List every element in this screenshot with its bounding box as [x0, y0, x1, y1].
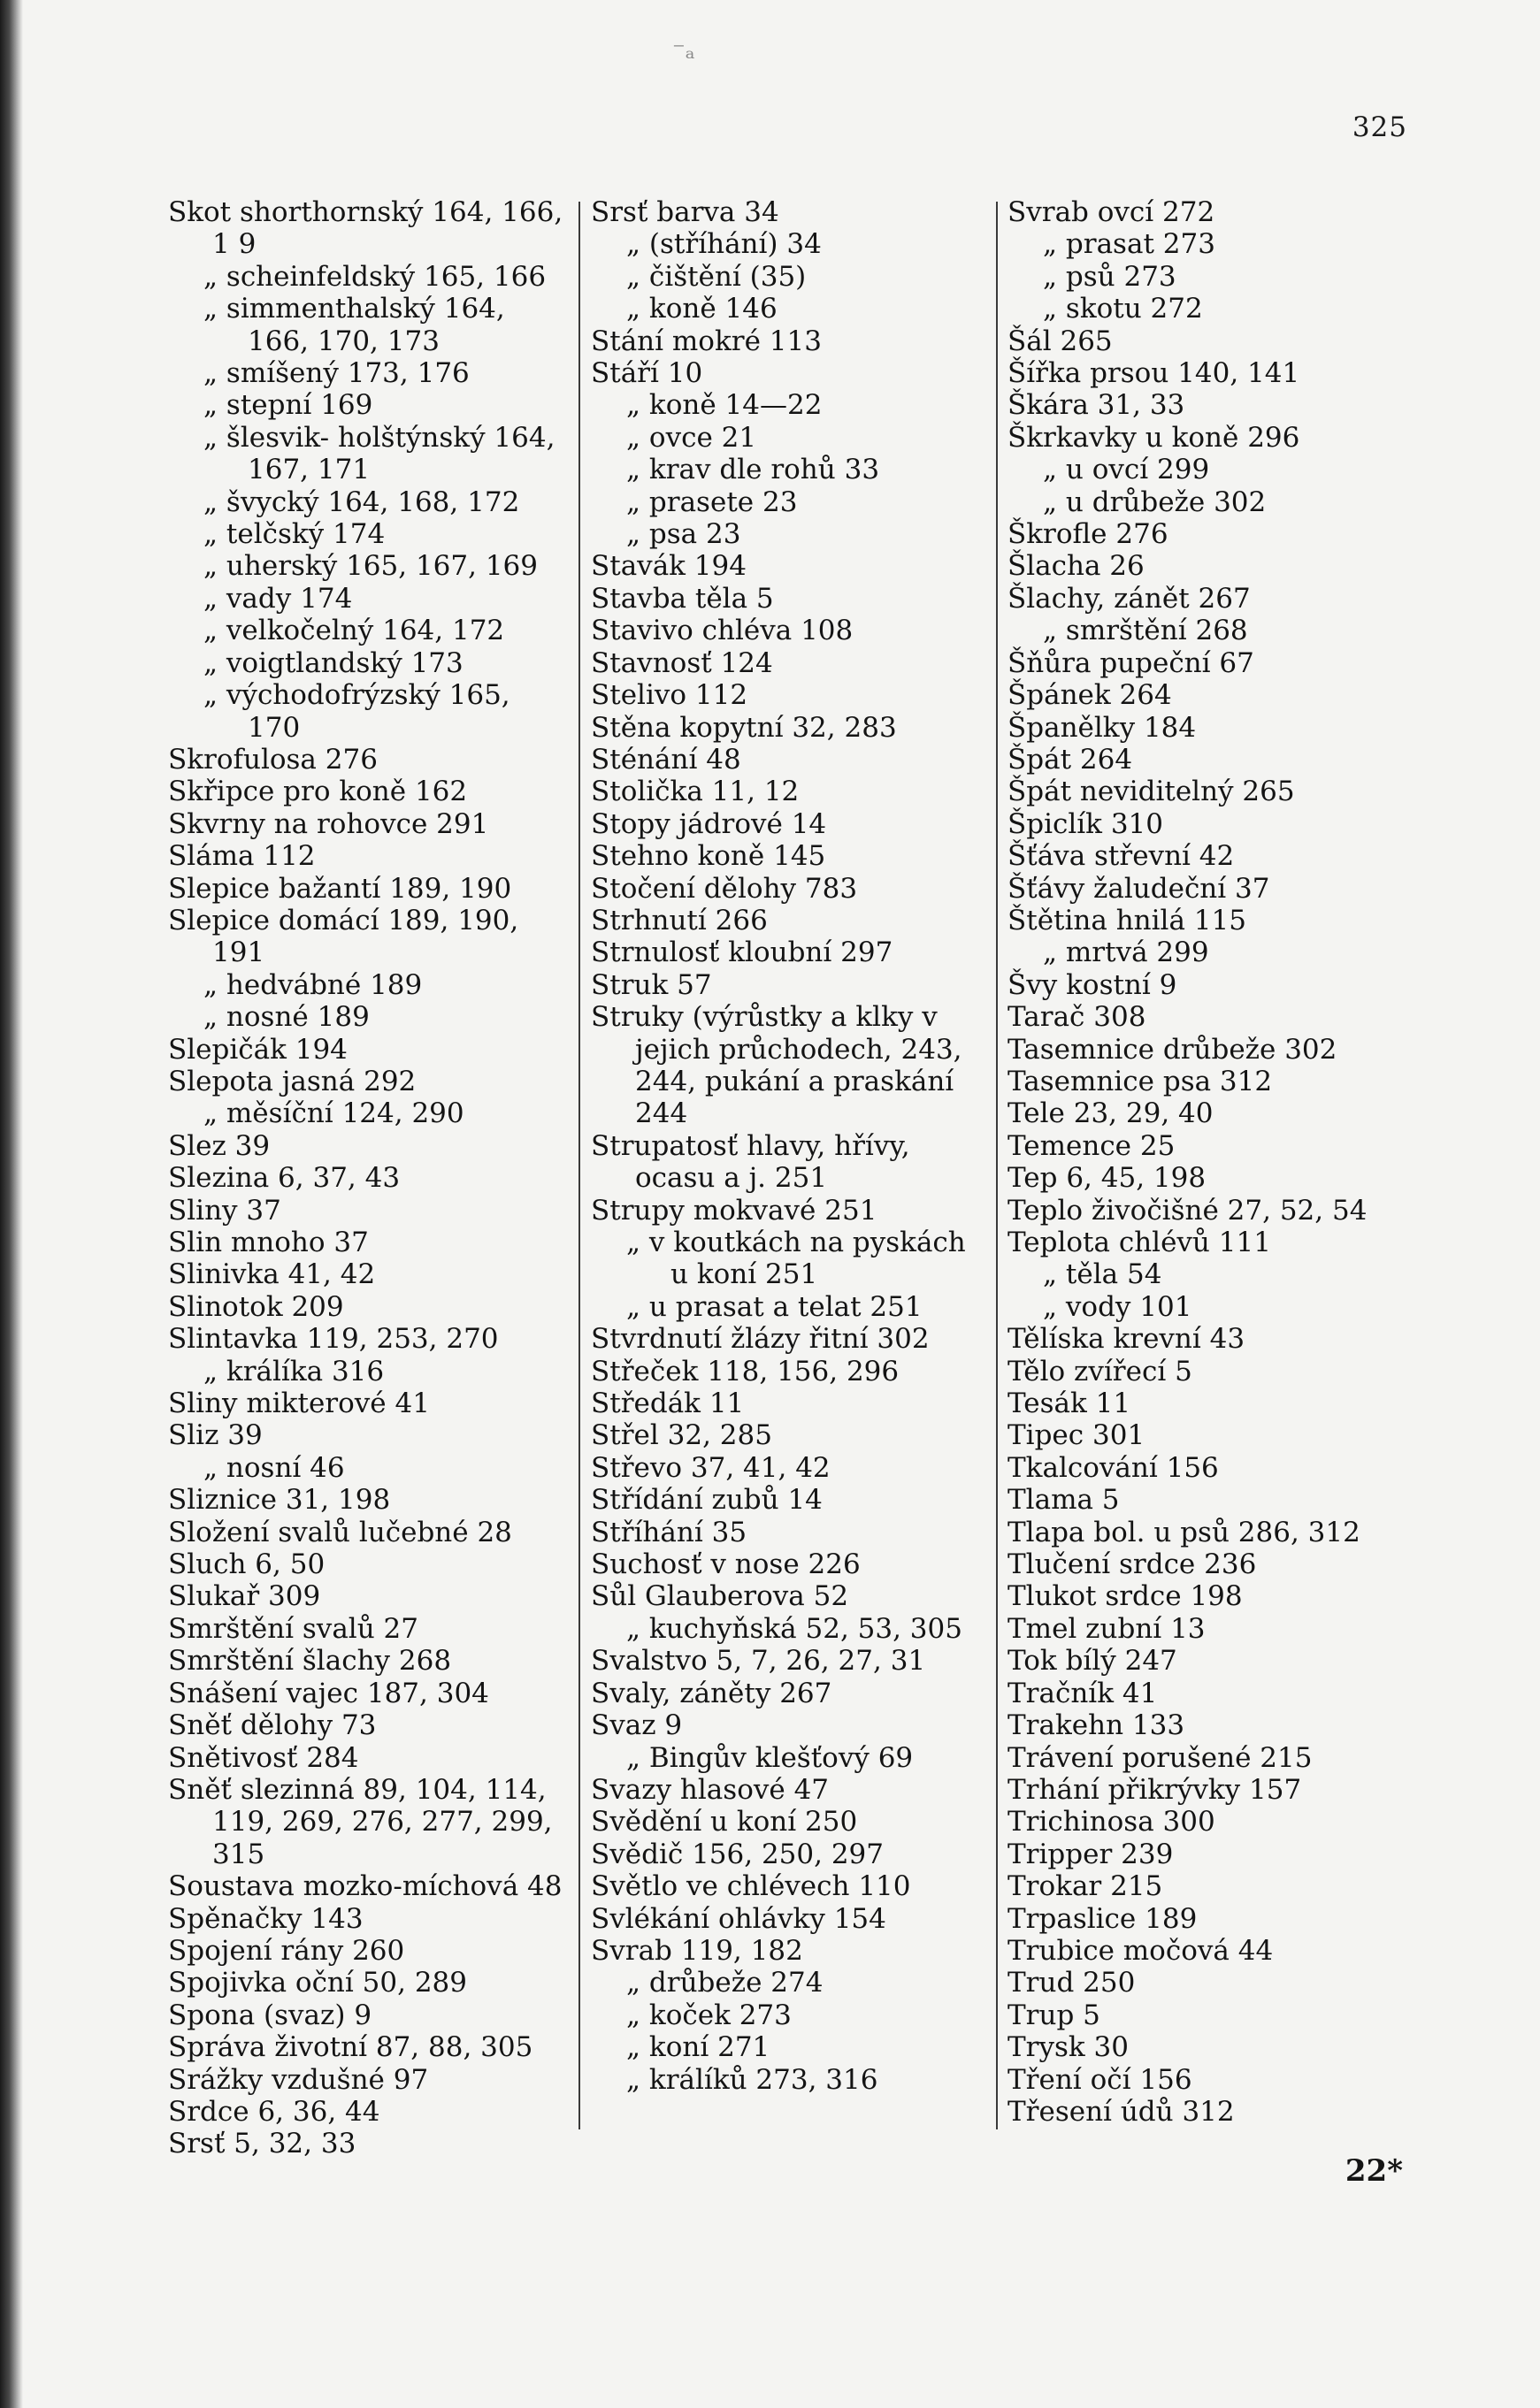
index-entry: Stavák 194 — [591, 550, 747, 583]
index-entry: Slinotok 209 — [168, 1290, 344, 1323]
index-entry: Šířka prsou 140, 141 — [1008, 357, 1300, 390]
index-entry: Složení svalů lučebné 28 — [168, 1516, 512, 1548]
index-entry: Spojivka oční 50, 289 — [168, 1967, 467, 1999]
index-entry: Sliznice 31, 198 — [168, 1484, 391, 1517]
index-entry: Tipec 301 — [1008, 1419, 1145, 1452]
index-entry: Svaz 9 — [591, 1709, 683, 1742]
index-entry: Trpaslice 189 — [1008, 1902, 1198, 1935]
index-entry: Svaly, záněty 267 — [591, 1677, 832, 1709]
page-number: 325 — [1352, 111, 1407, 143]
index-entry: „ (stříhání) 34 — [626, 228, 822, 261]
column-divider-2 — [996, 202, 998, 2129]
index-entry: Škrofle 276 — [1008, 518, 1168, 551]
index-entry: Svědění u koní 250 — [591, 1806, 858, 1838]
index-entry: Tesák 11 — [1008, 1387, 1131, 1420]
index-entry: Svlékání ohlávky 154 — [591, 1902, 886, 1935]
index-entry: „ nosní 46 — [203, 1451, 345, 1484]
index-entry: Škrkavky u koně 296 — [1008, 421, 1300, 454]
index-entry: Tkalcování 156 — [1008, 1451, 1219, 1484]
index-entry: Sněť dělohy 73 — [168, 1709, 377, 1742]
index-entry: Sláma 112 — [168, 840, 316, 873]
index-entry: „ nosné 189 — [203, 1001, 370, 1034]
index-entry: Suchosť v nose 226 — [591, 1548, 861, 1581]
index-entry: Trysk 30 — [1008, 2031, 1130, 2064]
index-entry: Tlučení srdce 236 — [1008, 1548, 1257, 1581]
index-entry: Švy kostní 9 — [1008, 968, 1177, 1001]
index-entry: Slinivka 41, 42 — [168, 1258, 376, 1291]
index-entry: Střel 32, 285 — [591, 1419, 772, 1452]
index-entry: „ hedvábné 189 — [203, 968, 423, 1001]
index-entry: Temence 25 — [1008, 1129, 1176, 1162]
index-entry: Skvrny na rohovce 291 — [168, 807, 489, 840]
index-entry: Správa životní 87, 88, 305 — [168, 2031, 533, 2064]
index-entry: Světlo ve chlévech 110 — [591, 1870, 911, 1903]
index-entry: „ voigtlandský 173 — [203, 646, 464, 679]
index-entry: Stěna kopytní 32, 283 — [591, 711, 897, 744]
index-entry: „ simmenthalský 164, 166, 170, 173 — [203, 293, 505, 357]
index-entry: Tělo zvířecí 5 — [1008, 1355, 1192, 1387]
index-entry: Tělíska krevní 43 — [1008, 1323, 1245, 1356]
index-entry: Sténání 48 — [591, 743, 741, 776]
index-entry: Stříhání 35 — [591, 1516, 747, 1548]
index-entry: Strupy mokvavé 251 — [591, 1194, 877, 1227]
index-entry: Spojení rány 260 — [168, 1934, 405, 1967]
index-entry: Slin mnoho 37 — [168, 1227, 369, 1258]
index-entry: Tasemnice psa 312 — [1008, 1065, 1273, 1097]
index-entry: Tření očí 156 — [1008, 2063, 1192, 2096]
index-entry: Trokar 215 — [1008, 1870, 1163, 1903]
index-entry: Stáří 10 — [591, 357, 703, 390]
index-entry: Sliny 37 — [168, 1194, 281, 1227]
page-binding-shadow — [0, 0, 23, 2408]
index-entry: Sluch 6, 50 — [168, 1548, 326, 1581]
index-entry: „ u prasat a telat 251 — [626, 1290, 923, 1323]
index-entry: „ koček 273 — [626, 1999, 792, 2031]
index-entry: Španělky 184 — [1008, 711, 1197, 744]
index-entry: Šťávy žaludeční 37 — [1008, 872, 1270, 905]
index-entry: Strupatosť hlavy, hřívy, ocasu a j. 251 — [591, 1129, 910, 1195]
index-entry: Trud 250 — [1008, 1967, 1136, 1999]
index-entry: Šál 265 — [1008, 325, 1113, 357]
index-entry: Teplo živočišné 27, 52, 54 — [1008, 1194, 1368, 1227]
index-entry: „ smíšený 173, 176 — [203, 357, 470, 390]
index-entry: Stelivo 112 — [591, 679, 748, 712]
index-entry: „ u ovcí 299 — [1043, 454, 1210, 486]
signature-mark: 22* — [1345, 2153, 1403, 2189]
index-entry: „ koně 146 — [626, 293, 778, 325]
index-entry: Tlapa bol. u psů 286, 312 — [1008, 1516, 1360, 1548]
index-entry: Stvrdnutí žlázy řitní 302 — [591, 1323, 930, 1356]
index-entry: Svazy hlasové 47 — [591, 1773, 830, 1806]
index-entry: Smrštění šlachy 268 — [168, 1645, 452, 1678]
index-entry: Skřipce pro koně 162 — [168, 776, 468, 808]
index-entry: Svědič 156, 250, 297 — [591, 1838, 884, 1870]
index-entry: Svrab ovcí 272 — [1008, 196, 1215, 228]
index-entry: Stavnosť 124 — [591, 646, 773, 679]
index-entry: Smrštění svalů 27 — [168, 1612, 418, 1645]
index-entry: Středák 11 — [591, 1387, 745, 1420]
index-entry: „ čištění (35) — [626, 260, 807, 293]
index-entry: Šlacha 26 — [1008, 550, 1145, 583]
index-entry: Štětina hnilá 115 — [1008, 904, 1246, 936]
index-entry: Trichinosa 300 — [1008, 1806, 1215, 1838]
index-entry: Tarač 308 — [1008, 1001, 1146, 1034]
index-entry: Trávení porušené 215 — [1008, 1741, 1313, 1774]
index-entry: Třesení údů 312 — [1008, 2095, 1235, 2128]
index-entry: Špát 264 — [1008, 743, 1133, 776]
index-entry: Snášení vajec 187, 304 — [168, 1677, 489, 1709]
index-entry: Struky (výrůstky a klky v jejich průchodech, 243, 244, pukání a praskání 244 — [591, 1001, 962, 1130]
index-entry: Stavivo chléva 108 — [591, 615, 854, 647]
index-entry: Skrofulosa 276 — [168, 743, 378, 776]
index-column-3 — [1008, 196, 1406, 2128]
top-mark: ⁻ₐ — [672, 35, 695, 65]
index-entry: Špiclík 310 — [1008, 807, 1163, 840]
index-entry: „ šlesvik- holštýnský 164, 167, 171 — [203, 421, 555, 486]
index-entry: „ velkočelný 164, 172 — [203, 615, 505, 647]
index-entry: Stolička 11, 12 — [591, 776, 800, 808]
index-entry: Stehno koně 145 — [591, 840, 826, 873]
index-entry: Snětivosť 284 — [168, 1741, 359, 1774]
index-entry: Sůl Glauberova 52 — [591, 1580, 849, 1613]
index-entry: „ koní 271 — [626, 2031, 770, 2064]
index-entry: „ mrtvá 299 — [1043, 936, 1209, 969]
index-entry: Srážky vzdušné 97 — [168, 2063, 429, 2096]
index-entry: Svalstvo 5, 7, 26, 27, 31 — [591, 1645, 926, 1678]
index-entry: Špánek 264 — [1008, 679, 1172, 712]
index-entry: „ scheinfeldský 165, 166 — [203, 260, 547, 293]
index-column-1 — [168, 196, 571, 2160]
index-entry: Srsť barva 34 — [591, 196, 779, 228]
index-entry: Svrab 119, 182 — [591, 1934, 803, 1967]
index-entry: Slepice bažantí 189, 190 — [168, 872, 512, 905]
index-entry: Soustava mozko-míchová 48 — [168, 1870, 563, 1903]
index-entry: Tlama 5 — [1008, 1484, 1120, 1517]
index-entry: Střeček 118, 156, 296 — [591, 1355, 900, 1387]
index-entry: Šťáva střevní 42 — [1008, 840, 1235, 873]
index-entry: Stání mokré 113 — [591, 325, 822, 357]
index-entry: Slepice domácí 189, 190, 191 — [168, 904, 519, 969]
index-entry: „ u drůbeže 302 — [1043, 485, 1267, 518]
index-entry: Strnulosť kloubní 297 — [591, 936, 893, 969]
index-entry: Slukař 309 — [168, 1580, 321, 1613]
index-entry: „ psů 273 — [1043, 260, 1176, 293]
index-entry: Sliny mikterové 41 — [168, 1387, 430, 1420]
index-entry: Slez 39 — [168, 1129, 271, 1162]
index-entry: Trhání přikrývky 157 — [1008, 1773, 1302, 1806]
index-entry: Střevo 37, 41, 42 — [591, 1451, 831, 1484]
index-entry: Stočení dělohy 783 — [591, 872, 858, 905]
index-entry: Slezina 6, 37, 43 — [168, 1162, 401, 1195]
index-entry: „ koně 14—22 — [626, 389, 823, 422]
index-entry: Trakehn 133 — [1008, 1709, 1185, 1742]
index-entry: Trup 5 — [1008, 1999, 1100, 2031]
index-entry: „ telčský 174 — [203, 518, 386, 551]
index-entry: Stopy jádrové 14 — [591, 807, 827, 840]
index-entry: „ východofrýzský 165, 170 — [203, 679, 510, 744]
index-entry: Tmel zubní 13 — [1008, 1612, 1206, 1645]
index-entry: „ v koutkách na pyskách u koní 251 — [626, 1227, 966, 1291]
index-entry: Strhnutí 266 — [591, 904, 768, 936]
index-entry: „ králíka 316 — [203, 1355, 385, 1387]
index-entry: Sněť slezinná 89, 104, 114, 119, 269, 276, 277, 299, 315 — [168, 1773, 553, 1870]
column-divider-1 — [578, 202, 580, 2129]
index-entry: „ prasat 273 — [1043, 228, 1215, 261]
index-entry: „ Bingův klešťový 69 — [626, 1741, 914, 1774]
index-entry: Slintavka 119, 253, 270 — [168, 1323, 499, 1356]
index-entry: Spona (svaz) 9 — [168, 1999, 372, 2031]
index-entry: „ vody 101 — [1043, 1290, 1192, 1323]
index-entry: Skot shorthornský 164, 166, 1 9 — [168, 196, 563, 261]
index-entry: Slepota jasná 292 — [168, 1065, 417, 1097]
index-entry: „ králíků 273, 316 — [626, 2063, 878, 2096]
index-column-2 — [591, 196, 987, 2096]
index-entry: „ ovce 21 — [626, 421, 757, 454]
index-entry: Škára 31, 33 — [1008, 389, 1185, 422]
index-entry: Sliz 39 — [168, 1419, 263, 1452]
index-entry: „ krav dle rohů 33 — [626, 454, 880, 486]
index-entry: Srdce 6, 36, 44 — [168, 2095, 380, 2128]
index-entry: Slepičák 194 — [168, 1033, 348, 1066]
index-entry: „ švycký 164, 168, 172 — [203, 485, 520, 518]
index-entry: Teplota chlévů 111 — [1008, 1227, 1271, 1258]
index-entry: „ kuchyňská 52, 53, 305 — [626, 1612, 962, 1645]
index-entry: Tlukot srdce 198 — [1008, 1580, 1243, 1613]
index-entry: „ uherský 165, 167, 169 — [203, 550, 538, 583]
index-entry: „ měsíční 124, 290 — [203, 1097, 464, 1130]
index-entry: Špát neviditelný 265 — [1008, 776, 1295, 808]
index-entry: Trubice močová 44 — [1008, 1934, 1274, 1967]
index-entry: „ drůbeže 274 — [626, 1967, 824, 1999]
index-entry: Struk 57 — [591, 968, 712, 1001]
index-entry: „ skotu 272 — [1043, 293, 1203, 325]
index-entry: Tok bílý 247 — [1008, 1645, 1177, 1678]
index-entry: „ psa 23 — [626, 518, 741, 551]
index-entry: Střídání zubů 14 — [591, 1484, 823, 1517]
index-entry: Tripper 239 — [1008, 1838, 1174, 1870]
index-entry: Tasemnice drůbeže 302 — [1008, 1033, 1337, 1066]
index-entry: „ prasete 23 — [626, 485, 798, 518]
index-entry: Stavba těla 5 — [591, 582, 774, 615]
index-entry: Tračník 41 — [1008, 1677, 1158, 1709]
index-entry: „ vady 174 — [203, 582, 353, 615]
index-entry: Spěnačky 143 — [168, 1902, 364, 1935]
index-entry: „ těla 54 — [1043, 1258, 1162, 1291]
index-entry: „ stepní 169 — [203, 389, 373, 422]
index-entry: Srsť 5, 32, 33 — [168, 2128, 356, 2160]
index-entry: „ smrštění 268 — [1043, 615, 1248, 647]
index-entry: Tep 6, 45, 198 — [1008, 1162, 1207, 1195]
index-entry: Tele 23, 29, 40 — [1008, 1097, 1214, 1130]
index-entry: Šňůra pupeční 67 — [1008, 646, 1254, 679]
index-entry: Šlachy, zánět 267 — [1008, 582, 1251, 615]
